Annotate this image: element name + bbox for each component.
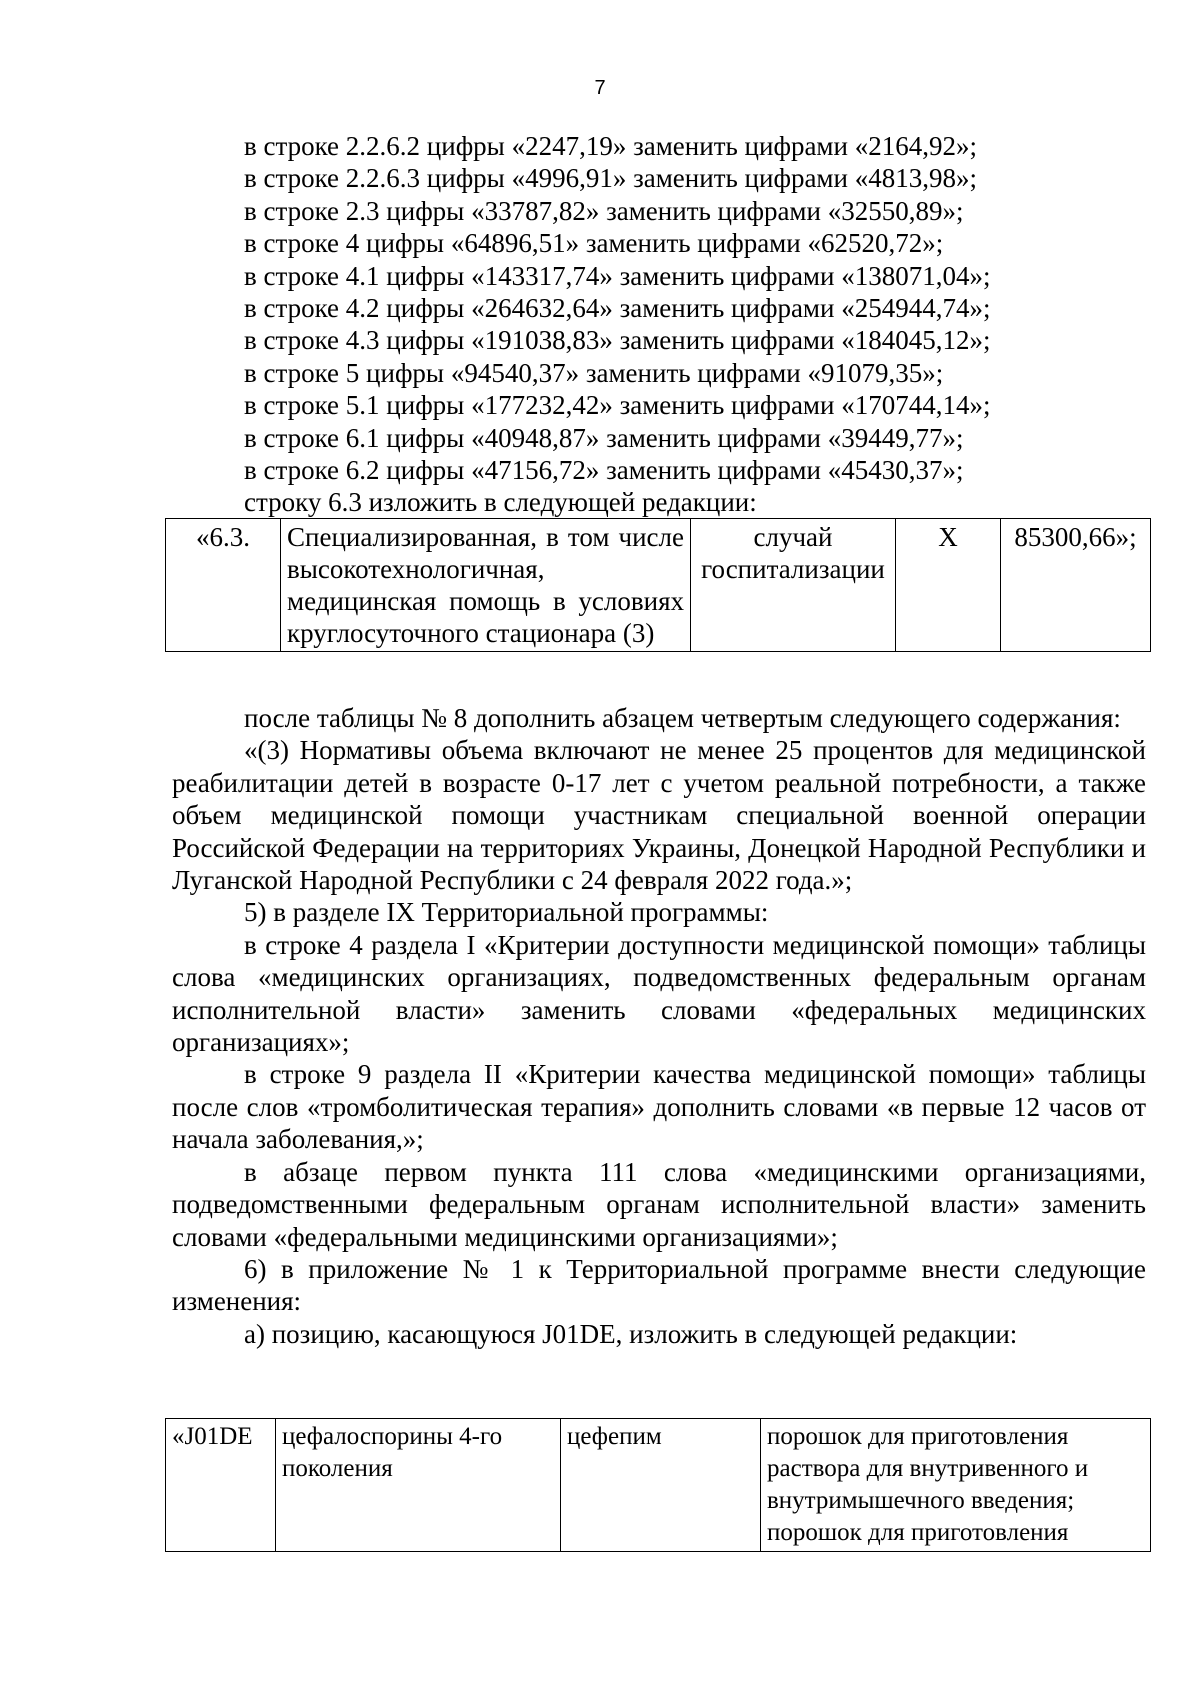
body-text xyxy=(172,702,1146,1350)
form-cell xyxy=(761,1419,1151,1552)
paragraph: 6) в приложение № 1 к Территориальной программе внести следующие изменения: xyxy=(172,1253,1146,1317)
table-row xyxy=(166,519,1151,652)
replacement-line: в строке 2.2.6.3 цифры «4996,91» заменить цифрами «4813,98»; xyxy=(244,163,977,194)
paragraph: в строке 9 раздела II «Критерии качества медицинской помощи» таблицы после слов «тромболитическая терапия» дополнить словами «в первые 12 часов от начала заболевания,»; xyxy=(172,1059,1146,1155)
page-number: 7 xyxy=(594,77,606,99)
replacement-line: в строке 5.1 цифры «177232,42» заменить цифрами «170744,14»; xyxy=(244,390,991,421)
unit-cell: случай госпитализации xyxy=(691,519,896,652)
replacement-line: в строке 5 цифры «94540,37» заменить цифрами «91079,35»; xyxy=(244,357,944,388)
mark-cell: X xyxy=(896,519,1001,652)
value-cell: 85300,66»; xyxy=(1001,519,1151,652)
paragraph: в абзаце первом пункта 111 слова «медицинскими организациями, подведомственными федеральным органам исполнительной власти» заменить словами «федеральными медицинскими организациями»; xyxy=(172,1156,1146,1252)
form-line: порошок для приготовления xyxy=(767,1423,1069,1450)
paragraph: после таблицы № 8 дополнить абзацем четвертым следующего содержания: xyxy=(244,703,1121,733)
description-cell: Специализированная, в том числе высокотехнологичная, медицинская помощь в условиях круглосуточного стационара (3) xyxy=(281,519,691,652)
form-line: порошок для приготовления xyxy=(767,1519,1069,1546)
row-number-cell: «6.3. xyxy=(166,519,281,652)
replacement-line: строку 6.3 изложить в следующей редакции: xyxy=(244,487,757,518)
drug-cell: цефепим xyxy=(561,1419,761,1552)
group-cell: цефалоспорины 4-го поколения xyxy=(276,1419,561,1552)
paragraph: «(3) Нормативы объема включают не менее 25 процентов для медицинской реабилитации детей в возрасте 0-17 лет с учетом реальной потребности, а также объем медицинской помощи участникам специальной военной операции Российской Федерации на территориях Украины, Донецкой Народной Республики и Луганской Народной Республики с 24 февраля 2022 года.»; xyxy=(172,735,1146,896)
form-line: раствора для внутривенного и xyxy=(767,1455,1089,1482)
replacement-line: в строке 2.2.6.2 цифры «2247,19» заменить цифрами «2164,92»; xyxy=(244,131,977,161)
replacement-line: в строке 6.2 цифры «47156,72» заменить цифрами «45430,37»; xyxy=(244,454,964,485)
table-row xyxy=(166,1419,1151,1552)
replacement-line: в строке 2.3 цифры «33787,82» заменить цифрами «32550,89»; xyxy=(244,195,964,226)
code-cell: «J01DE xyxy=(166,1419,276,1552)
replacement-line: в строке 4.1 цифры «143317,74» заменить цифрами «138071,04»; xyxy=(244,260,991,291)
replacement-line: в строке 4.2 цифры «264632,64» заменить цифрами «254944,74»; xyxy=(244,292,991,323)
replacement-list xyxy=(244,130,1144,519)
replacement-line: в строке 6.1 цифры «40948,87» заменить цифрами «39449,77»; xyxy=(244,422,964,453)
paragraph: а) позицию, касающуюся J01DE, изложить в следующей редакции: xyxy=(244,1318,1018,1349)
paragraph: 5) в разделе IX Территориальной программы: xyxy=(244,897,769,928)
row-6-3-table xyxy=(165,518,1151,652)
replacement-line: в строке 4.3 цифры «191038,83» заменить цифрами «184045,12»; xyxy=(244,325,991,356)
paragraph: в строке 4 раздела I «Критерии доступности медицинской помощи» таблицы слова «медицинских организациях, подведомственных федеральным органам исполнительной власти» заменить словами «федеральных медицинских организациях»; xyxy=(172,929,1146,1058)
replacement-line: в строке 4 цифры «64896,51» заменить цифрами «62520,72»; xyxy=(244,228,944,259)
j01de-table xyxy=(165,1418,1151,1552)
form-line: внутримышечного введения; xyxy=(767,1487,1075,1514)
